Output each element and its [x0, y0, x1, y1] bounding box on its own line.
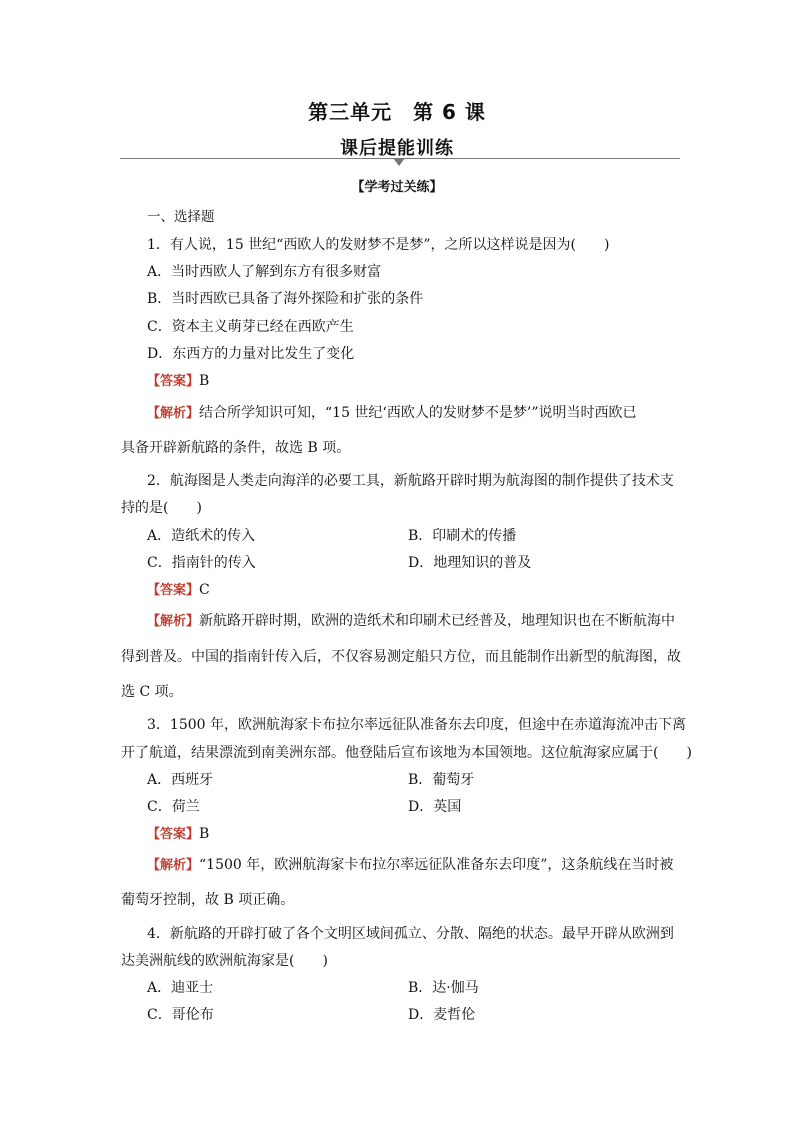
analysis-tag: 【解析】 — [147, 614, 200, 629]
q3-analysis-line-2: 葡萄牙控制，故 B 项正确。 — [121, 892, 295, 908]
q2-option-c: C．指南针的传入 — [147, 555, 256, 571]
analysis-tag: 【解析】 — [147, 858, 200, 873]
q1-option-a: A．当时西欧人了解到东方有很多财富 — [147, 264, 382, 280]
q4-option-a: A．迪亚士 — [147, 980, 214, 996]
analysis-text: “1500 年，欧洲航海家卡布拉尔率远征队准备东去印度”，这条航线在当时被 — [199, 857, 674, 873]
answer-value: B — [199, 373, 210, 389]
q3-option-b: B．葡萄牙 — [408, 772, 475, 788]
page-title: 第三单元 第 6 课 — [308, 100, 486, 124]
analysis-text: 结合所学知识可知，“15 世纪‘西欧人的发财梦不是梦’”说明当时西欧已 — [199, 405, 637, 421]
q1-answer — [147, 372, 209, 391]
answer-value: C — [199, 582, 210, 598]
q2-option-a: A．造纸术的传入 — [147, 528, 256, 544]
divider-arrow-icon — [393, 158, 405, 166]
q1-stem: 1．有人说，15 世纪“西欧人的发财梦不是梦”，之所以这样说是因为( ) — [147, 237, 610, 253]
answer-tag: 【答案】 — [147, 583, 200, 598]
page-subtitle: 课后提能训练 — [340, 138, 454, 159]
q3-stem-line-2: 开了航道，结果漂流到南美洲东部。他登陆后宣布该地为本国领地。这位航海家应属于( ) — [121, 745, 692, 761]
q3-option-d: D．英国 — [408, 799, 462, 815]
q3-option-c: C．荷兰 — [147, 799, 200, 815]
answer-tag: 【答案】 — [147, 827, 200, 842]
q4-stem-line-2: 达美洲航线的欧洲航海家是( ) — [121, 953, 328, 969]
section-tag: 【学考过关练】 — [351, 180, 443, 195]
q1-analysis-line-2: 具备开辟新航路的条件，故选 B 项。 — [121, 440, 351, 456]
q1-analysis-line-1 — [147, 404, 637, 423]
answer-value: B — [199, 826, 210, 842]
analysis-text: 新航路开辟时期，欧洲的造纸术和印刷术已经普及，地理知识也在不断航海中 — [199, 613, 676, 629]
q2-analysis-line-1 — [147, 612, 675, 631]
q4-option-d: D．麦哲伦 — [408, 1007, 476, 1023]
q4-option-c: C．哥伦布 — [147, 1007, 214, 1023]
section-heading: 一、选择题 — [147, 209, 215, 225]
q1-option-d: D．东西方的力量对比发生了变化 — [147, 346, 355, 362]
answer-tag: 【答案】 — [147, 374, 200, 389]
q3-option-a: A．西班牙 — [147, 772, 214, 788]
q4-stem-line-1: 4．新航路的开辟打破了各个文明区域间孤立、分散、隔绝的状态。最早开辟从欧洲到 — [147, 926, 674, 942]
q3-analysis-line-1 — [147, 856, 673, 875]
q1-option-c: C．资本主义萌芽已经在西欧产生 — [147, 319, 354, 335]
q3-stem-line-1: 3．1500 年，欧洲航海家卡布拉尔率远征队准备东去印度，但途中在赤道海流冲击下离 — [147, 717, 686, 733]
q2-answer — [147, 581, 210, 600]
analysis-tag: 【解析】 — [147, 406, 200, 421]
q2-option-d: D．地理知识的普及 — [408, 555, 532, 571]
q2-option-b: B．印刷术的传播 — [408, 528, 517, 544]
q2-stem-line-2: 持的是( ) — [121, 500, 202, 516]
q2-stem-line-1: 2．航海图是人类走向海洋的必要工具，新航路开辟时期为航海图的制作提供了技术支 — [147, 473, 674, 489]
q2-analysis-line-3: 选 C 项。 — [121, 684, 183, 700]
q4-option-b: B．达·伽马 — [408, 980, 479, 996]
q2-analysis-line-2: 得到普及。中国的指南针传入后，不仅容易测定船只方位，而且能制作出新型的航海图，故 — [121, 649, 681, 665]
q1-option-b: B．当时西欧已具备了海外探险和扩张的条件 — [147, 291, 424, 307]
q3-answer — [147, 825, 209, 844]
